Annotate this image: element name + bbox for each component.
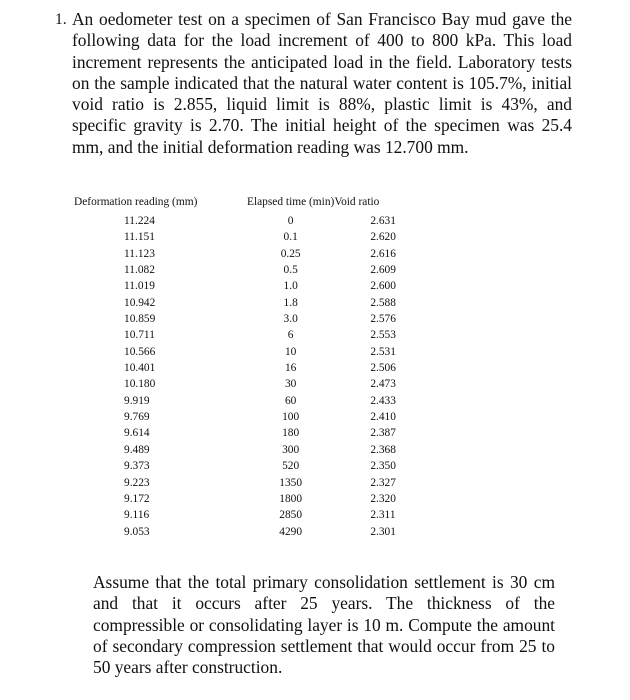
table-row — [74, 409, 434, 425]
elapsed-time-cell: 2850 — [279, 509, 303, 522]
table-row — [74, 491, 434, 507]
deformation-reading-cell: 10.859 — [124, 313, 156, 326]
deformation-reading-cell: 9.172 — [124, 492, 150, 505]
void-ratio-cell: 2.433 — [370, 394, 396, 407]
void-ratio-cell: 2.631 — [370, 215, 396, 227]
table-row — [74, 393, 434, 409]
table-row — [74, 278, 434, 294]
elapsed-time-cell: 300 — [282, 443, 300, 456]
void-ratio-cell: 2.301 — [370, 525, 396, 538]
void-ratio-cell: 2.576 — [370, 313, 396, 326]
table-row — [74, 442, 434, 458]
elapsed-time-cell: 4290 — [279, 525, 303, 538]
header-void-ratio: Void ratio — [334, 196, 380, 208]
table-row — [74, 213, 434, 229]
deformation-reading-cell: 9.919 — [124, 394, 150, 407]
elapsed-time-cell: 16 — [284, 362, 297, 375]
elapsed-time-cell: 1350 — [279, 476, 303, 489]
void-ratio-cell: 2.473 — [370, 378, 396, 391]
problem-text: An oedometer test on a specimen of San Francisco Bay mud gave the following data for the load increment of 400 to 800 kPa. This load increment represents the anticipated load in the field. Laboratory tests on the sample indicated that the natural water content is 105.7%, initial void ratio is 2.855, liquid limit is 88%, plastic limit is 43%, and specific gravity is 2.70. The initial height of the specimen was 25.4 mm, and the initial deformation reading was 12.700 mm. — [72, 9, 572, 157]
table-row — [74, 360, 434, 376]
deformation-reading-cell: 11.019 — [124, 280, 155, 293]
elapsed-time-cell: 180 — [282, 427, 300, 440]
deformation-reading-cell: 10.401 — [124, 362, 156, 375]
table-row — [74, 425, 434, 441]
deformation-reading-cell: 9.769 — [124, 411, 150, 424]
void-ratio-cell: 2.410 — [370, 411, 396, 424]
table-row — [74, 507, 434, 523]
header-elapsed-time: Elapsed time (min) — [247, 196, 335, 208]
void-ratio-cell: 2.600 — [370, 280, 396, 293]
table-row — [74, 295, 434, 311]
void-ratio-cell: 2.387 — [370, 427, 396, 440]
elapsed-time-cell: 1800 — [279, 492, 303, 505]
elapsed-time-cell: 30 — [284, 378, 297, 391]
deformation-reading-cell: 11.082 — [124, 264, 155, 277]
table-row — [74, 475, 434, 491]
deformation-reading-cell: 11.123 — [124, 247, 155, 260]
problem-number: 1. — [55, 11, 67, 28]
void-ratio-cell: 2.350 — [370, 460, 396, 473]
void-ratio-cell: 2.320 — [370, 492, 396, 505]
table-row — [74, 262, 434, 278]
deformation-reading-cell: 11.224 — [124, 215, 155, 227]
elapsed-time-cell: 0.1 — [283, 231, 298, 244]
elapsed-time-cell: 0.5 — [283, 264, 298, 277]
problem-statement — [55, 9, 572, 158]
deformation-reading-cell: 9.116 — [124, 509, 150, 522]
table-row — [74, 311, 434, 327]
deformation-reading-cell: 10.180 — [124, 378, 156, 391]
elapsed-time-cell: 6 — [287, 329, 294, 342]
deformation-reading-cell: 10.711 — [124, 329, 155, 342]
deformation-reading-cell: 11.151 — [124, 231, 155, 244]
deformation-reading-cell: 10.942 — [124, 296, 156, 309]
elapsed-time-cell: 0 — [287, 215, 294, 227]
header-deformation-reading: Deformation reading (mm) — [74, 196, 198, 208]
void-ratio-cell: 2.327 — [370, 476, 396, 489]
void-ratio-cell: 2.506 — [370, 362, 396, 375]
elapsed-time-cell: 100 — [282, 411, 300, 424]
deformation-reading-cell: 9.373 — [124, 460, 150, 473]
deformation-reading-cell: 9.614 — [124, 427, 150, 440]
void-ratio-cell: 2.588 — [370, 296, 396, 309]
void-ratio-cell: 2.311 — [370, 509, 396, 522]
table-row — [74, 229, 434, 245]
table-row — [74, 327, 434, 343]
deformation-reading-cell: 9.489 — [124, 443, 150, 456]
deformation-reading-cell: 9.053 — [124, 525, 150, 538]
elapsed-time-cell: 0.25 — [280, 247, 301, 260]
void-ratio-cell: 2.368 — [370, 443, 396, 456]
elapsed-time-cell: 520 — [282, 460, 300, 473]
table-row — [74, 376, 434, 392]
table-row — [74, 458, 434, 474]
table-row — [74, 524, 434, 540]
deformation-reading-cell: 9.223 — [124, 476, 150, 489]
void-ratio-cell: 2.553 — [370, 329, 396, 342]
table-row — [74, 344, 434, 360]
elapsed-time-cell: 3.0 — [283, 313, 298, 326]
elapsed-time-cell: 1.8 — [283, 296, 298, 309]
elapsed-time-cell: 1.0 — [283, 280, 298, 293]
table-row — [74, 246, 434, 262]
oedometer-data-table — [74, 196, 434, 540]
table-body — [74, 213, 434, 540]
deformation-reading-cell: 10.566 — [124, 345, 156, 358]
void-ratio-cell: 2.531 — [370, 345, 396, 358]
table-header-row — [74, 196, 434, 213]
elapsed-time-cell: 60 — [284, 394, 297, 407]
elapsed-time-cell: 10 — [284, 345, 297, 358]
question-text: Assume that the total primary consolidation settlement is 30 cm and that it occurs after 25 years. The thickness of the compressible or consolidating layer is 10 m. Compute the amount of secondary compression settlement that would occur from 25 to 50 years after construction. — [93, 572, 555, 678]
void-ratio-cell: 2.616 — [370, 247, 396, 260]
void-ratio-cell: 2.620 — [370, 231, 396, 244]
void-ratio-cell: 2.609 — [370, 264, 396, 277]
